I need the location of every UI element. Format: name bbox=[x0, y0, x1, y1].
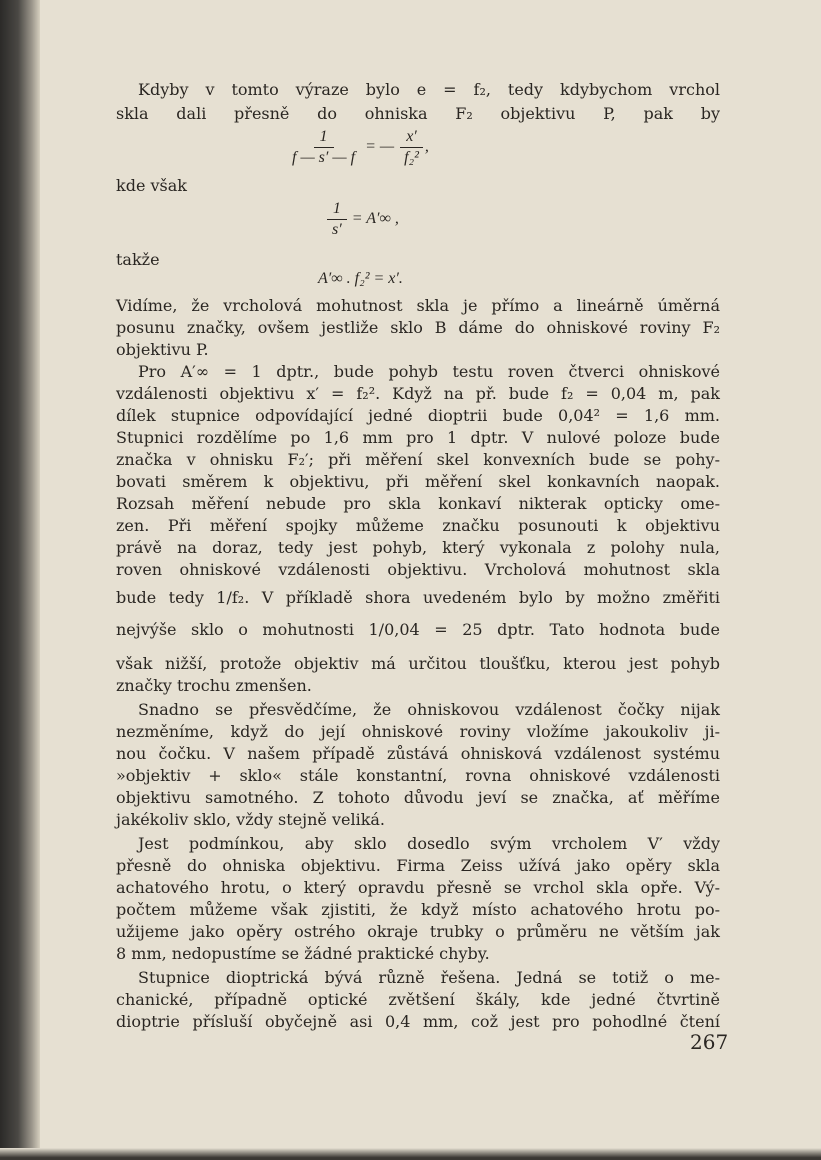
text-line: užijeme jako opěry ostrého okraje trubky o průměru ne větším jak bbox=[116, 922, 720, 941]
text-line: Kdyby v tomto výraze bylo e = f₂, tedy kdybychom vrchol bbox=[138, 80, 720, 99]
book-gutter-shadow bbox=[0, 0, 40, 1160]
text-line: takže bbox=[116, 250, 160, 269]
text-line: Jest podmínkou, aby sklo dosedlo svým vrcholem V′ vždy bbox=[138, 834, 720, 853]
equation-3: A′∞ . f₂² = x′. bbox=[318, 270, 403, 287]
text-line: objektivu samotného. Z tohoto důvodu jeví se značka, ať měříme bbox=[116, 788, 720, 807]
text-line: nou čočku. V našem případě zůstává ohnisková vzdálenost systému bbox=[116, 744, 720, 763]
eq2-relation: = A′∞ , bbox=[351, 210, 399, 228]
text-line: roven ohniskové vzdálenosti objektivu. Vrcholová mohutnost skla bbox=[116, 560, 720, 579]
text-line: přesně do ohniska objektivu. Firma Zeiss užívá jako opěry skla bbox=[116, 856, 720, 875]
page-bottom-shadow bbox=[0, 1148, 821, 1160]
eq2-denominator: s′ bbox=[332, 221, 342, 238]
text-line: achatového hrotu, o který opravdu přesně se vrchol skla opře. Vý- bbox=[116, 878, 720, 897]
text-line: Pro A′∞ = 1 dptr., bude pohyb testu roven čtverci ohniskové bbox=[138, 362, 720, 381]
text-line: »objektiv + sklo« stále konstantní, rovna ohniskové vzdálenosti bbox=[116, 766, 720, 785]
text-line: zen. Při měření spojky můžeme značku posunouti k objektivu bbox=[116, 516, 720, 535]
text-line: dílek stupnice odpovídající jedné dioptrii bude 0,04² = 1,6 mm. bbox=[116, 406, 720, 425]
eq1-denominator-left: f — s′ — f bbox=[292, 149, 356, 166]
text-line: Stupnice dioptrická bývá různě řešena. Jedná se totiž o me- bbox=[138, 968, 720, 987]
text-line: Snadno se přesvědčíme, že ohniskovou vzdálenost čočky nijak bbox=[138, 700, 720, 719]
text-line: právě na doraz, tedy jest pohyb, který vykonala z polohy nula, bbox=[116, 538, 720, 557]
text-line: nezměníme, když do její ohniskové roviny vložíme jakoukoliv ji- bbox=[116, 722, 720, 741]
text-line: však nižší, protože objektiv má určitou tloušťku, kterou jest pohyb bbox=[116, 654, 720, 673]
text-line: kde však bbox=[116, 176, 187, 195]
eq1-numerator-right: x′ bbox=[400, 128, 423, 148]
text-line: značky trochu zmenšen. bbox=[116, 676, 312, 695]
text-line: Stupnici rozdělíme po 1,6 mm pro 1 dptr. V nulové poloze bude bbox=[116, 428, 720, 447]
text-line: značka v ohnisku F₂′; při měření skel konvexních bude se pohy- bbox=[116, 450, 720, 469]
text-line: skla dali přesně do ohniska F₂ objektivu P, pak by bbox=[116, 104, 720, 123]
text-line: vzdálenosti objektivu x′ = f₂². Když na př. bude f₂ = 0,04 m, pak bbox=[116, 384, 720, 403]
eq1-denominator-right: f₂² bbox=[404, 149, 419, 166]
text-line: dioptrie přísluší obyčejně asi 0,4 mm, což jest pro pohodlné čtení bbox=[116, 1012, 720, 1031]
page-number: 267 bbox=[690, 1030, 729, 1054]
eq1-tail: , bbox=[424, 138, 429, 156]
eq2-numerator: 1 bbox=[327, 200, 347, 220]
eq1-numerator-left: 1 bbox=[314, 128, 334, 148]
text-line: Vidíme, že vrcholová mohutnost skla je přímo a lineárně úměrná bbox=[116, 296, 720, 315]
eq1-relation: = — bbox=[365, 138, 395, 156]
text-line: bude tedy 1/f₂. V příkladě shora uvedeném bylo by možno změřiti bbox=[116, 588, 720, 607]
equation-1 bbox=[286, 128, 429, 167]
text-line: jakékoliv sklo, vždy stejně veliká. bbox=[116, 810, 386, 829]
text-line: nejvýše sklo o mohutnosti 1/0,04 = 25 dptr. Tato hodnota bude bbox=[116, 620, 720, 639]
text-line: 8 mm, nedopustíme se žádné praktické chyby. bbox=[116, 944, 490, 963]
text-line: objektivu P. bbox=[116, 340, 209, 359]
text-line: počtem můžeme však zjistiti, že když místo achatového hrotu po- bbox=[116, 900, 720, 919]
text-line: Rozsah měření nebude pro skla konkaví nikterak opticky ome- bbox=[116, 494, 720, 513]
equation-2 bbox=[326, 200, 399, 239]
text-line: posunu značky, ovšem jestliže sklo B dáme do ohniskové roviny F₂ bbox=[116, 318, 720, 337]
text-line: bovati směrem k objektivu, při měření skel konkavních naopak. bbox=[116, 472, 720, 491]
text-line: chanické, případně optické zvětšení škály, kde jedné čtvrtině bbox=[116, 990, 720, 1009]
